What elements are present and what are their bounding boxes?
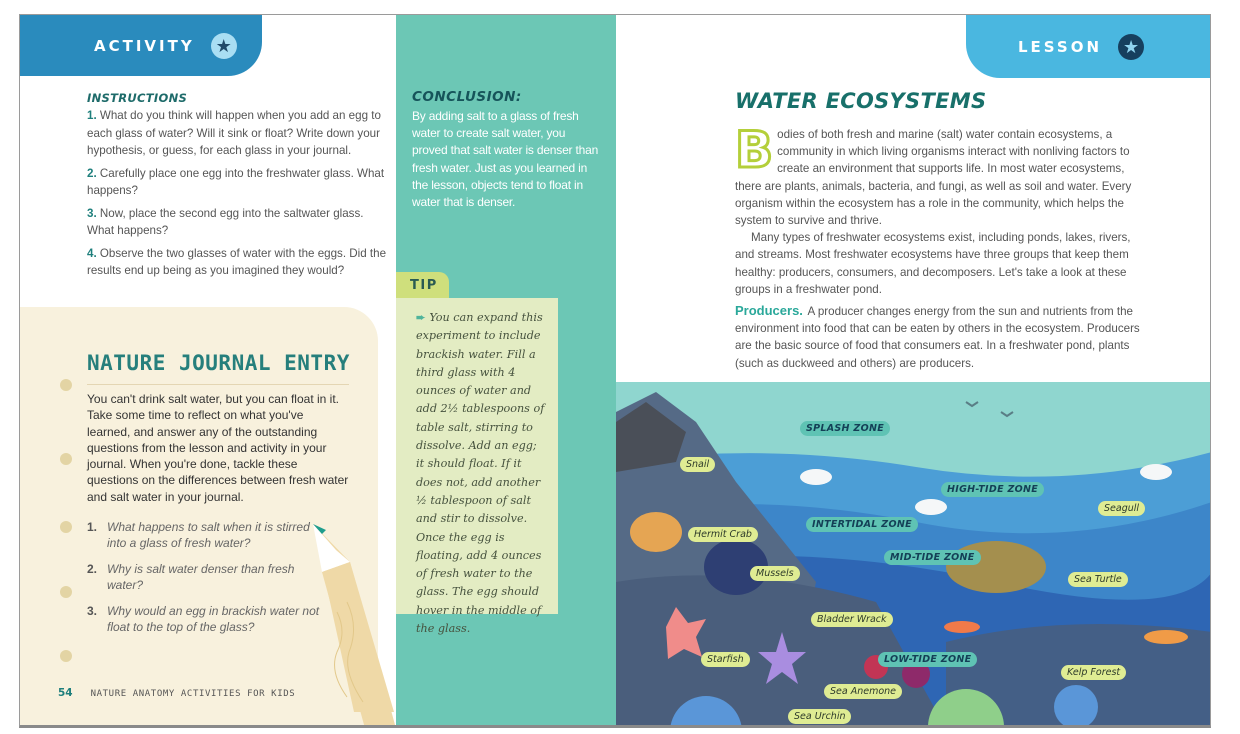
creature-label-snail: Snail: [680, 457, 715, 472]
creature-label-starfish: Starfish: [701, 652, 750, 667]
page-number: 54: [58, 687, 73, 699]
starfish-badge-icon: ★: [211, 33, 237, 59]
page-footer: [58, 687, 295, 699]
instruction-step: 1. What do you think will happen when you add an egg to each glass of water? Will it sink or float? Write down your hypothesis, or guess, for each glass in your journal.: [87, 109, 381, 157]
lesson-title: WATER ECOSYSTEMS: [735, 89, 987, 113]
journal-title: NATURE JOURNAL ENTRY: [87, 351, 350, 375]
creature-label-bladder-wrack: Bladder Wrack: [811, 612, 893, 627]
instruction-step: 4. Observe the two glasses of water with the eggs. Did the results end up being as you imagined they would?: [87, 246, 387, 277]
book-title: NATURE ANATOMY ACTIVITIES FOR KIDS: [90, 689, 296, 699]
creature-label-sea-urchin: Sea Urchin: [788, 709, 851, 724]
paragraph-producers: Producers. A producer changes energy from the sun and nutrients from the environment into food that can be eaten by others in the ecosystem. Producers are the basic source of food that consumers eat. In a freshwater pond, plants (such as duckweed and others) are producers.: [735, 303, 1140, 370]
journal-body: You can't drink salt water, but you can float in it. Take some time to reflect on what you've learned, and answer any of the outstanding questions from the lesson and activity in your journal. When you're done, tackle these questions on the differences between fresh water and salt water in your journal.: [87, 392, 349, 504]
conclusion-heading: CONCLUSION:: [412, 89, 522, 105]
right-page: [616, 15, 1211, 728]
zone-label-splash: SPLASH ZONE: [800, 421, 890, 436]
book-spread: [19, 14, 1211, 728]
term-producers: Producers.: [735, 303, 803, 319]
drop-cap: B: [735, 121, 774, 179]
zone-label-mid-tide: MID-TIDE ZONE: [884, 550, 981, 565]
tip-label: TIP: [396, 272, 449, 298]
notebook-hole-icon: [60, 379, 72, 391]
instruction-step: 3. Now, place the second egg into the saltwater glass. What happens?: [87, 206, 364, 237]
journal-questions: [87, 519, 327, 645]
tip-text: ➨ You can expand this experiment to include brackish water. Fill a third glass with 4 ounces of water and add 2½ tablespoons of table salt, stirring to dissolve. Add an egg; it should float. If it does not, add another ½ tablespoon of salt and stir to dissolve. Once the egg is floating, add 4 ounces of fresh water to the glass. The egg should hover in the middle of the glass.: [416, 310, 545, 636]
journal-question: 2. Why is salt water denser than fresh water?: [87, 562, 295, 592]
divider: [87, 384, 349, 385]
lesson-label: LESSON: [1018, 37, 1103, 56]
paragraph: Many types of freshwater ecosystems exist, including ponds, lakes, rivers, and streams. Most freshwater ecosystems have three groups that keep them healthy: producers, consumers, and decomposers. Let's take a look at these groups in a freshwater pond.: [735, 231, 1131, 296]
notebook-hole-icon: [60, 586, 72, 598]
notebook-hole-icon: [60, 453, 72, 465]
creature-label-kelp-forest: Kelp Forest: [1061, 665, 1126, 680]
notebook-hole-icon: [60, 650, 72, 662]
creature-label-sea-turtle: Sea Turtle: [1068, 572, 1128, 587]
paragraph: Bodies of both fresh and marine (salt) water contain ecosystems, a community in which living organisms interact with nonliving factors to create an environment that supports life. In most water ecosystems, there are plants, animals, bacteria, and fungi, as well as soil and water. Every organism within the ecosystem has a role in the community, which helps the system to survive and thrive.: [735, 121, 1132, 228]
zone-label-high-tide: HIGH-TIDE ZONE: [941, 482, 1044, 497]
creature-label-hermit-crab: Hermit Crab: [688, 527, 758, 542]
notebook-hole-icon: [60, 521, 72, 533]
activity-label: ACTIVITY: [94, 36, 195, 55]
conclusion-body: By adding salt to a glass of fresh water to create salt water, you proved that salt water is denser than fresh water. Just as you learned in the lesson, objects tend to float in water that is denser.: [412, 109, 599, 210]
zone-label-intertidal: INTERTIDAL ZONE: [806, 517, 918, 532]
instruction-step: 2. Carefully place one egg into the freshwater glass. What happens?: [87, 166, 385, 197]
arrow-right-icon: ➨: [416, 310, 426, 324]
creature-label-seagull: Seagull: [1098, 501, 1145, 516]
tip-box: [396, 298, 558, 636]
sidebar-column: [396, 15, 616, 728]
creature-label-mussels: Mussels: [750, 566, 800, 581]
tide-zones-illustration: [616, 382, 1211, 728]
instructions-section: [87, 91, 387, 285]
instructions-heading: INSTRUCTIONS: [87, 91, 188, 105]
left-page: [20, 15, 396, 728]
journal-question: 3. Why would an egg in brackish water not float to the top of the glass?: [87, 604, 320, 634]
activity-banner: [20, 15, 262, 76]
lesson-banner: [966, 15, 1211, 78]
starfish-badge-icon: ★: [1118, 34, 1144, 60]
conclusion-section: [412, 89, 602, 211]
creature-label-sea-anemone: Sea Anemone: [824, 684, 902, 699]
zone-label-low-tide: LOW-TIDE ZONE: [878, 652, 977, 667]
journal-question: 1. What happens to salt when it is stirred into a glass of fresh water?: [87, 520, 310, 550]
lesson-body: [735, 121, 1147, 372]
